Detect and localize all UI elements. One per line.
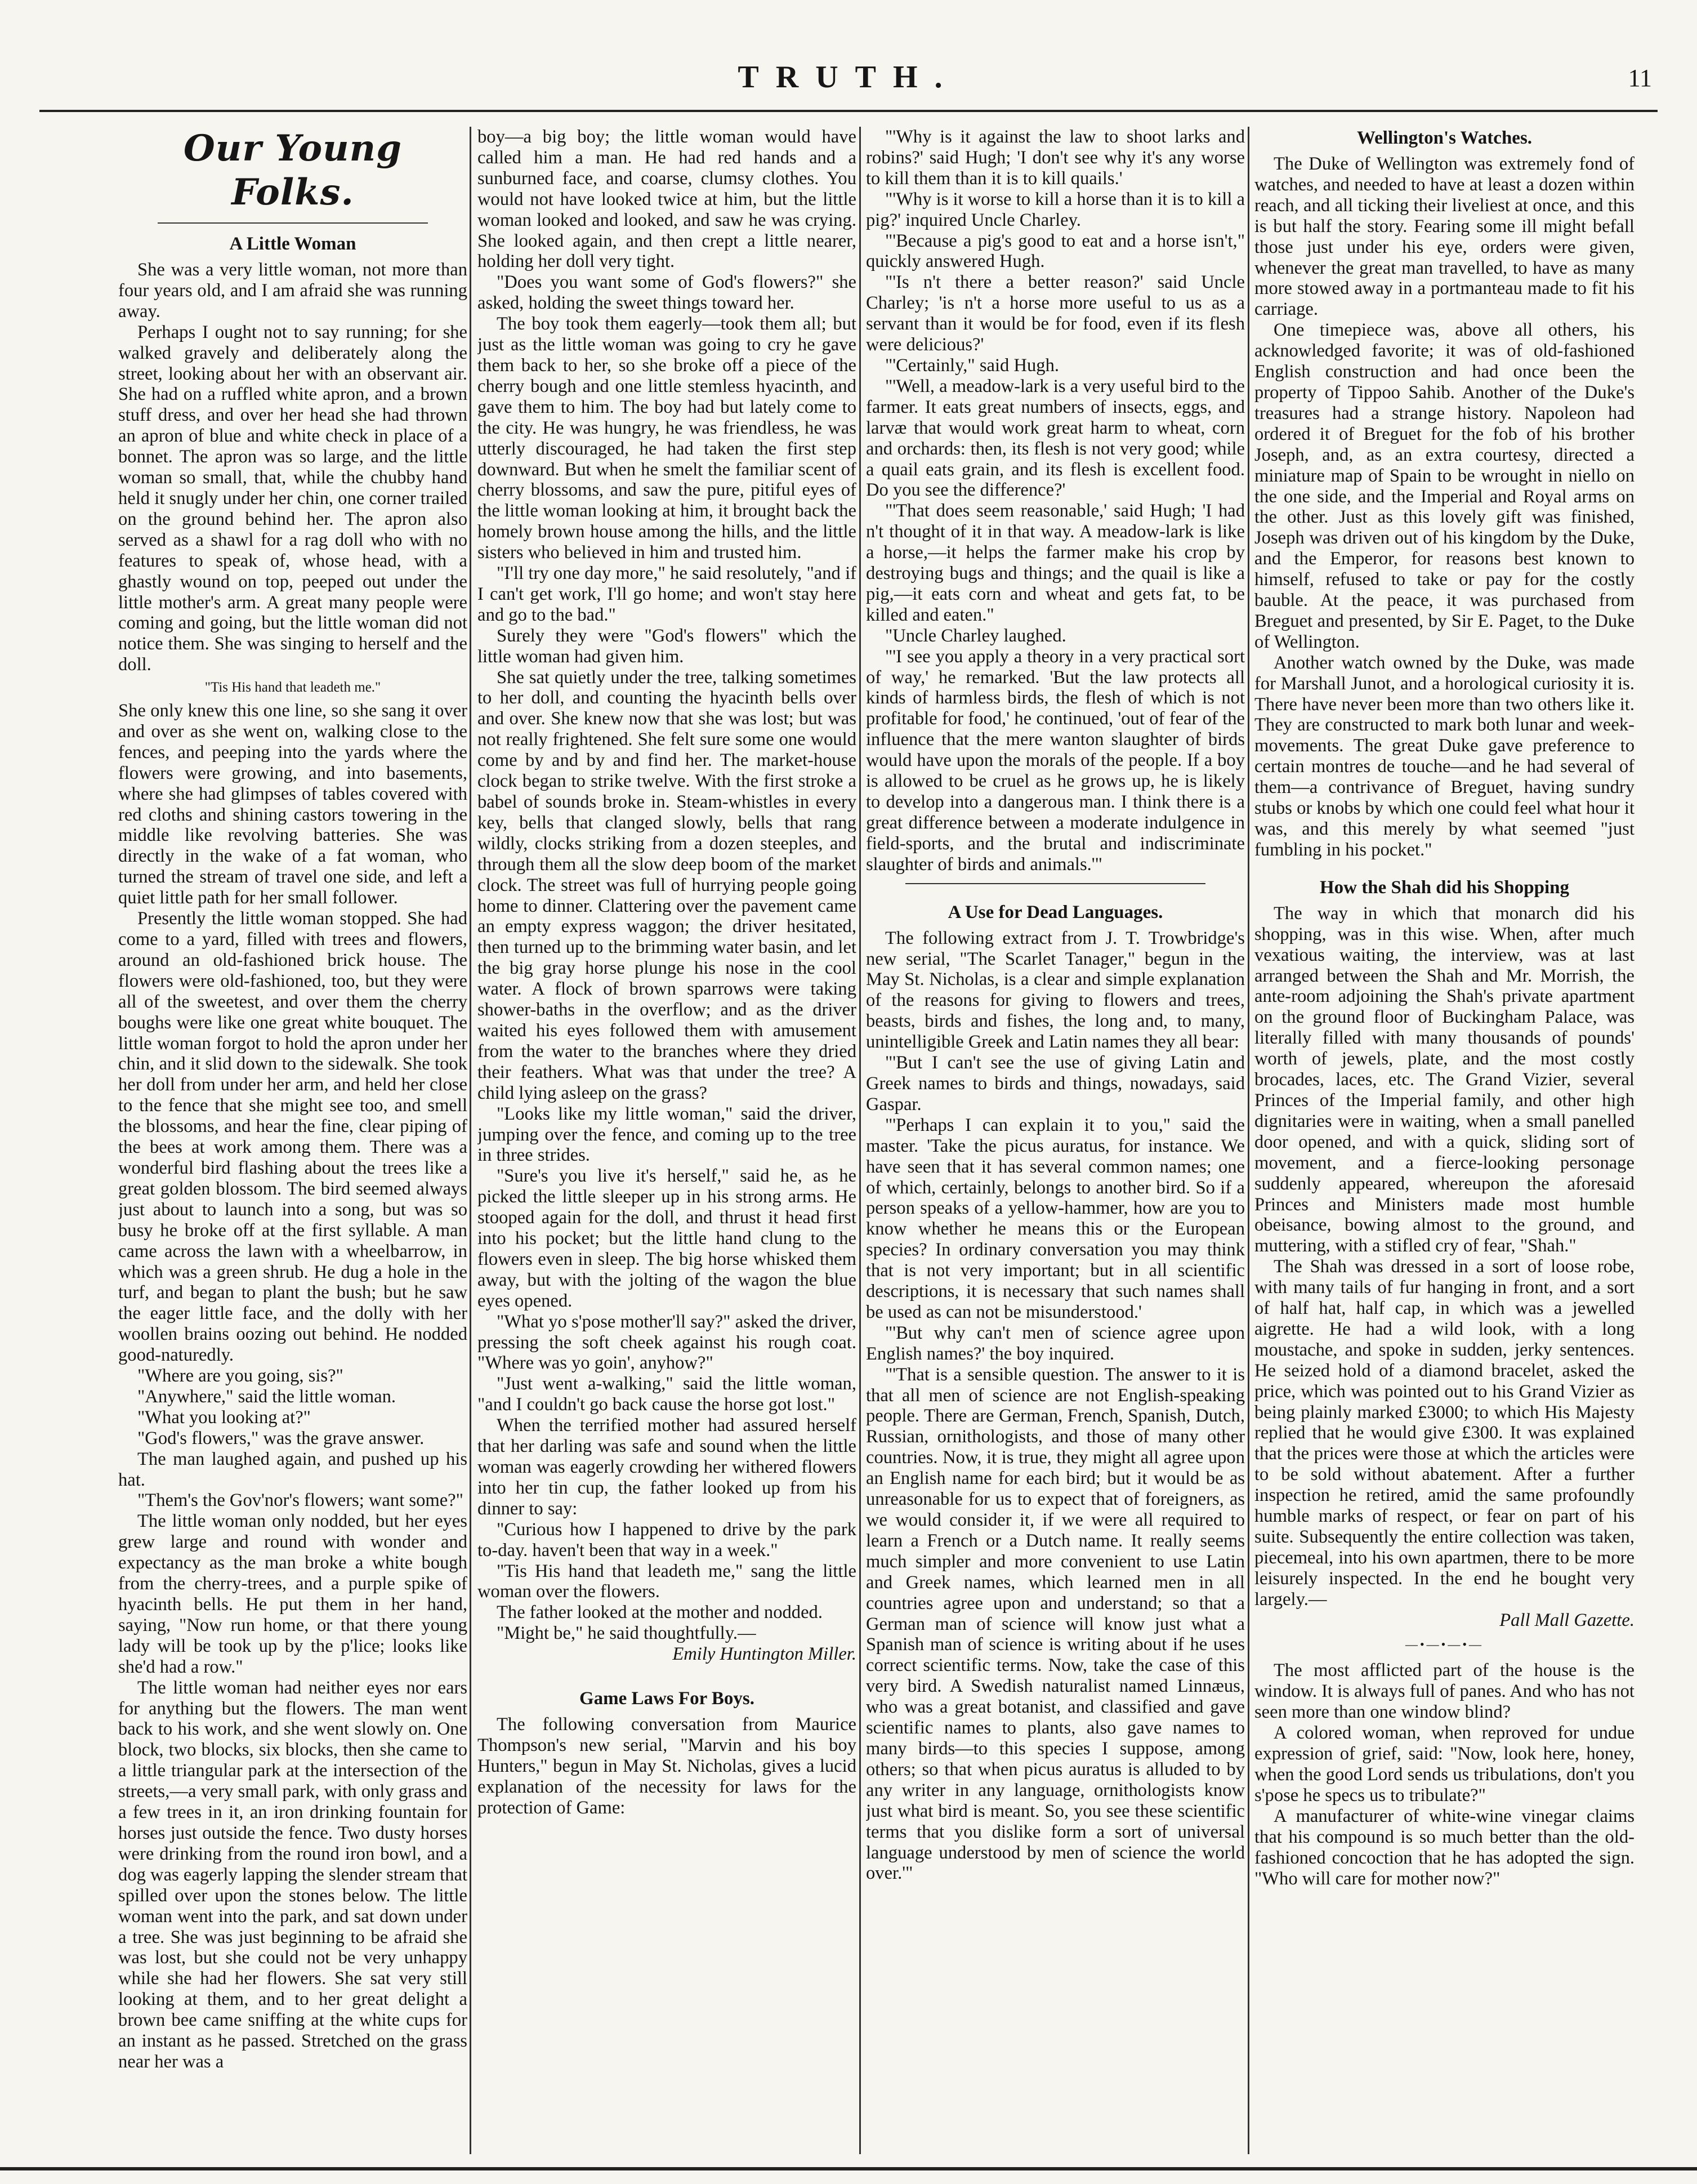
paragraph: "'Well, a meadow-lark is a very useful bird to the farmer. It eats great numbers of insects, eggs, and larvæ that would work great harm to wheat, corn and orchards: then, its flesh is not very good; while a quail eats grain, and its flesh is excellent food. Do you see the difference?' (866, 376, 1245, 501)
paragraph: "What you looking at?" (137, 1407, 311, 1428)
paragraph: A manufacturer of white-wine vinegar claims that his compound is so much better than the old-fashioned concoction that he has adopted the sign. "Who will care for mother now?" (1254, 1806, 1635, 1889)
paragraph: "I'll try one day more," he said resolutely, "and if I can't get work, I'll go home; and won't stay here and go to the bad." (477, 563, 856, 625)
divider (158, 222, 428, 224)
paragraph: The little woman only nodded, but her eyes grew large and round with wonder and expectancy as the man broke a white bough from the cherry-trees, and a purple spike of hyacinth bells. He put them in her hand, saying, "Now run home, or that there young lady will be took up by the p'lice; looks like she'd had a row." (118, 1511, 467, 1677)
column-rule (859, 127, 861, 2154)
ornament-divider: —•—•—•— (1405, 1637, 1484, 1651)
divider (905, 883, 1205, 884)
paragraph: "'That is a sensible question. The answer to it is that all men of science are not English-speaking people. There are German, French, Spanish, Dutch, Russian, ornithologists, and those of many other countries. Now, it is true, they might all agree upon an English name for each bird; but it would be as unreasonable for us to expect that of foreigners, as we would consider it, if we were all required to learn a French or a Dutch name. It really seems much simpler and more convenient to use Latin and Greek names, which learned men in all countries agree upon and understand; so that a German man of science will know just what a Spanish man of science is writing about if he uses correct scientific terms. Now, take the case of this very bird. A Swedish naturalist named Linnæus, who was a great botanist, and classified and gave scientific names to plants, also gave names to many birds—to this species I suppose, among others; so that when picus auratus is alluded to by any writer in any language, ornithologists know just what bird is meant. So, you see these scientific terms that you dislike form a sort of universal language understood by men of science the world over.'" (866, 1364, 1245, 1884)
paragraph: She was a very little woman, not more than four years old, and I am afraid she was running away. (118, 260, 467, 322)
paragraph: When the terrified mother had assured herself that her darling was safe and sound when the little woman was eagerly crowding her withered flowers into her tin cup, the father looked up from his dinner to say: (477, 1415, 856, 1519)
paragraph: "Looks like my little woman," said the driver, jumping over the fence, and coming up to the tree in three strides. (477, 1103, 856, 1166)
section-title: Our Young Folks. (184, 127, 402, 213)
paragraph: The Duke of Wellington was extremely fond of watches, and needed to have at least a dozen within reach, and all ticking their liveliest at once, and this is but half the story. Fearing some ill might befall those just under his eye, orders were given, whenever the great man travelled, to have as many more stowed away in a portmanteau made to fit his carriage. (1254, 154, 1635, 320)
masthead (39, 59, 1658, 112)
paragraph: "Them's the Gov'nor's flowers; want some?" (137, 1490, 463, 1511)
paragraph: "God's flowers," was the grave answer. (137, 1428, 425, 1448)
paragraph: "Might be," he said thoughtfully.— (497, 1623, 756, 1644)
source-credit: Pall Mall Gazette. (1499, 1610, 1635, 1630)
paragraph: The little woman had neither eyes nor ears for anything but the flowers. The man went back to his work, and she went slowly on. One block, two blocks, six blocks, then she came to a little triangular park at the intersection of the streets,—a very small park, with only grass and a few trees in it, an iron drinking fountain for horses just outside the fence. Two dusty horses were drinking from the round iron bowl, and a dog was eagerly lapping the slender stream that spilled over upon the stones below. The little woman went into the park, and sat down under a tree. She was just beginning to be afraid she was lost, but she could not be very unhappy while she had her flowers. She sat very still looking at them, and to her great delight a brown bee came sniffing at the white cups for an instant as he passed. Stretched on the grass near her was a (118, 1677, 467, 2072)
paragraph: The following extract from J. T. Trowbridge's new serial, "The Scarlet Tanager," begun in the May St. Nicholas, is a clear and simple explanation of the reasons for giving to flowers and trees, beasts, birds and fishes, the long and, to many, unintelligible Greek and Latin names they all bear: (866, 928, 1245, 1053)
paragraph: "'But why can't men of science agree upon English names?' the boy inquired. (866, 1322, 1245, 1364)
paragraph: A colored woman, when reproved for undue expression of grief, said: "Now, look here, honey, when the good Lord sends us tribulations, don't you s'pose he specs us to tribulate?" (1254, 1723, 1635, 1806)
column-4 (1254, 127, 1635, 2154)
paragraph: "'But I can't see the use of giving Latin and Greek names to birds and things, nowadays, said Gaspar. (866, 1053, 1245, 1115)
paragraph: "Where are you going, sis?" (137, 1366, 343, 1387)
paragraph: "What yo s'pose mother'll say?" asked the driver, pressing the soft cheek against his rough coat. "Where was yo goin', anyhow?" (477, 1311, 856, 1374)
paragraph: Surely they were "God's flowers" which the little woman had given him. (477, 625, 856, 667)
paragraph: Another watch owned by the Duke, was made for Marshall Junot, and a horological curiosity it is. There have never been more than two others like it. They are constructed to mark both lunar and week-movements. The great Duke gave preference to certain montres de touche—and he had several of them—a contrivance of Breguet, having sundry stubs or knobs by which one could feel what hour it was, and this merely by what seemed "just fumbling in his pocket." (1254, 652, 1635, 860)
column-rule (470, 127, 471, 2154)
paragraph: "'Because a pig's good to eat and a horse isn't," quickly answered Hugh. (866, 230, 1245, 272)
page-number: 11 (1628, 64, 1652, 92)
paragraph: The man laughed again, and pushed up his hat. (118, 1448, 467, 1490)
paragraph: "Just went a-walking," said the little woman, "and I couldn't go back cause the horse got lost." (477, 1374, 856, 1415)
paragraph: The most afflicted part of the house is the window. It is always full of panes. And who has not seen more than one window blind? (1254, 1660, 1635, 1723)
newspaper-title: TRUTH. (738, 60, 959, 95)
paragraph: Perhaps I ought not to say running; for she walked gravely and deliberately along the street, looking about her with an observant air. She had on a ruffled white apron, and a brown stuff dress, and over her head she had thrown an apron of blue and white check in place of a bonnet. The apron was so large, and the little woman so small, that, while the chubby hand held it snugly under her chin, one corner trailed on the ground behind her. The apron also served as a shawl for a rag doll who with no features to speak of, whose head, with a ghastly wound on top, peeped out under the little mother's arm. A great many people were coming and going, but the little woman did not notice them. She was singing to herself and the doll. (118, 322, 467, 675)
paragraph: She only knew this one line, so she sang it over and over as she went on, walking close to the fences, and peeping into the yards where the flowers were growing, and into basements, where she had glimpses of tables covered with red cloths and shining castors towering in the middle like revolving batteries. She was directly in the wake of a fat woman, who turned the stream of travel one side, and left a quiet little path for her small follower. (118, 701, 467, 908)
paragraph: "'I see you apply a theory in a very practical sort of way,' he remarked. 'But the law protects all kinds of harmless birds, the flesh of which is not profitable for food,' he continued, 'out of fear of the influence that the mere wanton slaughter of birds would have upon the morals of the people. If a boy is allowed to be cruel as he grows up, he is likely to develop into a dangerous man. I think there is a great difference between a moderate indulgence in field-sports, and the brutal and indiscriminate slaughter of birds and animals.'" (866, 646, 1245, 875)
article-title: A Use for Dead Languages. (948, 902, 1163, 922)
verse-line: "Tis His hand that leadeth me." (204, 680, 381, 696)
paragraph: "Uncle Charley laughed. (885, 625, 1066, 646)
paragraph: "Does you want some of God's flowers?" she asked, holding the sweet things toward her. (477, 272, 856, 314)
article-title: Wellington's Watches. (1356, 128, 1533, 148)
paragraph: "Tis His hand that leadeth me," sang the little woman over the flowers. (477, 1561, 856, 1602)
column-1 (118, 127, 467, 2154)
paragraph: The following conversation from Maurice Thompson's new serial, "Marvin and his boy Hunters," begun in May St. Nicholas, gives a lucid explanation of the necessity for laws for the protection of Game: (477, 1714, 856, 1818)
paragraph: "'That does seem reasonable,' said Hugh; 'I had n't thought of it in that way. A meadow-lark is like a horse,—it helps the farmer make his crop by destroying bugs and things; and the quail is like a pig,—it eats corn and wheat and gets fat, to be killed and eaten." (866, 501, 1245, 625)
paragraph: "Anywhere," said the little woman. (137, 1386, 396, 1407)
paragraph: The Shah was dressed in a sort of loose robe, with many tails of fur hanging in front, and a sort of half hat, half cap, in which was a jewelled aigrette. He had a wild look, with a long moustache, and spoke in sudden, jerky sentences. He seized hold of a diamond bracelet, asked the price, which was pointed out to his Grand Vizier as being plainly marked £3000; to which His Majesty replied that he would give £300. It was explained that the prices were those at which the articles were to be sold without abatement. After a further inspection he retired, amid the same profoundly humble marks of respect, or fear on part of his suite. Subsequently the entire collection was taken, piecemeal, into his own apartmen, there to be more leisurely inspected. In the end he bought very largely.— (1254, 1256, 1635, 1610)
paragraph: "'Why is it worse to kill a horse than it is to kill a pig?' inquired Uncle Charley. (866, 189, 1245, 230)
paragraph: "'Perhaps I can explain it to you," said the master. 'Take the picus auratus, for instance. We have seen that it has several common names; one of which, certainly, belongs to another bird. So if a person speaks of a yellow-hammer, how are you to know whether he means this or the European species? In ordinary conversation you may think that is not very important; but in all scientific descriptions, it is necessary that such names shall be used as can not be misunderstood.' (866, 1115, 1245, 1322)
story-title: A Little Woman (229, 234, 356, 254)
column-rule (1248, 127, 1249, 2154)
paragraph: She sat quietly under the tree, talking sometimes to her doll, and counting the hyacinth bells over and over. She knew now that she was lost; but was not really frightened. She felt sure some one would come by and by and find her. The market-house clock began to strike twelve. With the first stroke a babel of sounds broke in. Steam-whistles in every key, bells that clanged slowly, bells that rang wildly, clocks striking from a dozen steeples, and through them all the slow deep boom of the market clock. The street was full of hurrying people going home to dinner. Clattering over the pavement came an empty express waggon; the driver hesitated, then turned up to the brimming water basin, and let the big gray horse plunge his nose in the cool water. A flock of brown sparrows were taking shower-baths in the overflow; and as the driver waited his eyes followed them with amusement from the water to the branches where they dried their feathers. What was that under the tree? A child lying asleep on the grass? (477, 667, 856, 1103)
paragraph: "Curious how I happened to drive by the park to-day. haven't been that way in a week." (477, 1519, 856, 1561)
paragraph: The father looked at the mother and nodded. (497, 1602, 823, 1623)
article-title: Game Laws For Boys. (579, 1688, 755, 1709)
paragraph: "'Is n't there a better reason?' said Uncle Charley; 'is n't a horse more useful to us as a servant than it would be for food, even if its flesh were delicious?' (866, 272, 1245, 355)
paragraph: "Sure's you live it's herself," said he, as he picked the little sleeper up in his strong arms. He stooped again for the doll, and thrust it head first into his pocket; but the little hand clung to the flowers even in sleep. The big horse whisked them away, but with the jolting of the wagon the blue eyes opened. (477, 1166, 856, 1311)
paragraph: Presently the little woman stopped. She had come to a yard, filled with trees and flowers, around an old-fashioned brick house. The flowers were old-fashioned, too, but they were all of the sweetest, and over them the cherry boughs were like one great white bouquet. The little woman forgot to hold the apron under her chin, and it slid down to the sidewalk. She took her doll from under her arm, and held her close to the fence that she might see too, and smell the blossoms, and hear the fine, clear piping of the bees at work among them. There was a wonderful bird flashing about the trees like a great golden blossom. The bird seemed always just about to launch into a song, but was so busy he broke off at the first syllable. A man came across the lawn with a wheelbarrow, in which was a green shrub. He dug a hole in the turf, and began to plant the bush; but he saw the eager little face, and the dolly with her woollen brains oozing out behind. He nodded good-naturedly. (118, 908, 467, 1366)
article-title: How the Shah did his Shopping (1320, 877, 1569, 898)
paragraph: boy—a big boy; the little woman would have called him a man. He had red hands and a sunburned face, and coarse, clumsy clothes. You would not have looked twice at him, but the little woman looked and looked, and saw he was crying. She looked again, and then crept a little nearer, holding her doll very tight. (477, 127, 856, 272)
signature: Emily Huntington Miller. (672, 1644, 856, 1665)
paragraph: One timepiece was, above all others, his acknowledged favorite; it was of old-fashioned English construction and had once been the property of Tippoo Sahib. Another of the Duke's treasures had a strange history. Napoleon had ordered it of Breguet for the fob of his brother Joseph, and, as an extra courtesy, directed a miniature map of Spain to be wrought in niello on the one side, and the Imperial and Royal arms on the other. Just as this lovely gift was finished, Joseph was driven out of his kingdom by the Duke, and the Emperor, for reasons best known to himself, refused to take or pay for the costly bauble. At the peace, it was purchased from Breguet and presented, by Sir E. Paget, to the Duke of Wellington. (1254, 320, 1635, 652)
bottom-border (0, 2167, 1697, 2170)
paragraph: The way in which that monarch did his shopping, was in this wise. When, after much vexatious waiting, the interview, was at last arranged between the Shah and Mr. Morrish, the ante-room adjoining the Shah's private apartment on the ground floor of Buckingham Palace, was literally filled with many thousands of pounds' worth of jewels, plate, and the most costly brocades, laces, etc. The Grand Vizier, several Princes of the Imperial family, and other high dignitaries were in waiting, when a small panelled door opened, and with a quick, sliding sort of movement, and a fierce-looking personage suddenly appeared, whereupon the aforesaid Princes and Ministers made most humble obeisance, bowing almost to the ground, and muttering, with a stifled cry of fear, "Shah." (1254, 903, 1635, 1256)
paragraph: The boy took them eagerly—took them all; but just as the little woman was going to cry he gave them back to her, so she broke off a piece of the cherry bough and one little stemless hyacinth, and gave them to him. The boy had but lately come to the city. He was hungry, he was friendless, he was utterly discouraged, he had taken the first step downward. But when he smelt the familiar scent of cherry blossoms, and saw the pure, pitiful eyes of the little woman looking at him, it brought back the homely brown house among the hills, and the little sisters who believed in him and trusted him. (477, 314, 856, 563)
paragraph: "'Certainly," said Hugh. (885, 355, 1060, 376)
column-3 (866, 127, 1245, 2154)
paragraph: "'Why is it against the law to shoot larks and robins?' said Hugh; 'I don't see why it's any worse to kill them than it is to kill quails.' (866, 127, 1245, 189)
column-2 (477, 127, 856, 2154)
